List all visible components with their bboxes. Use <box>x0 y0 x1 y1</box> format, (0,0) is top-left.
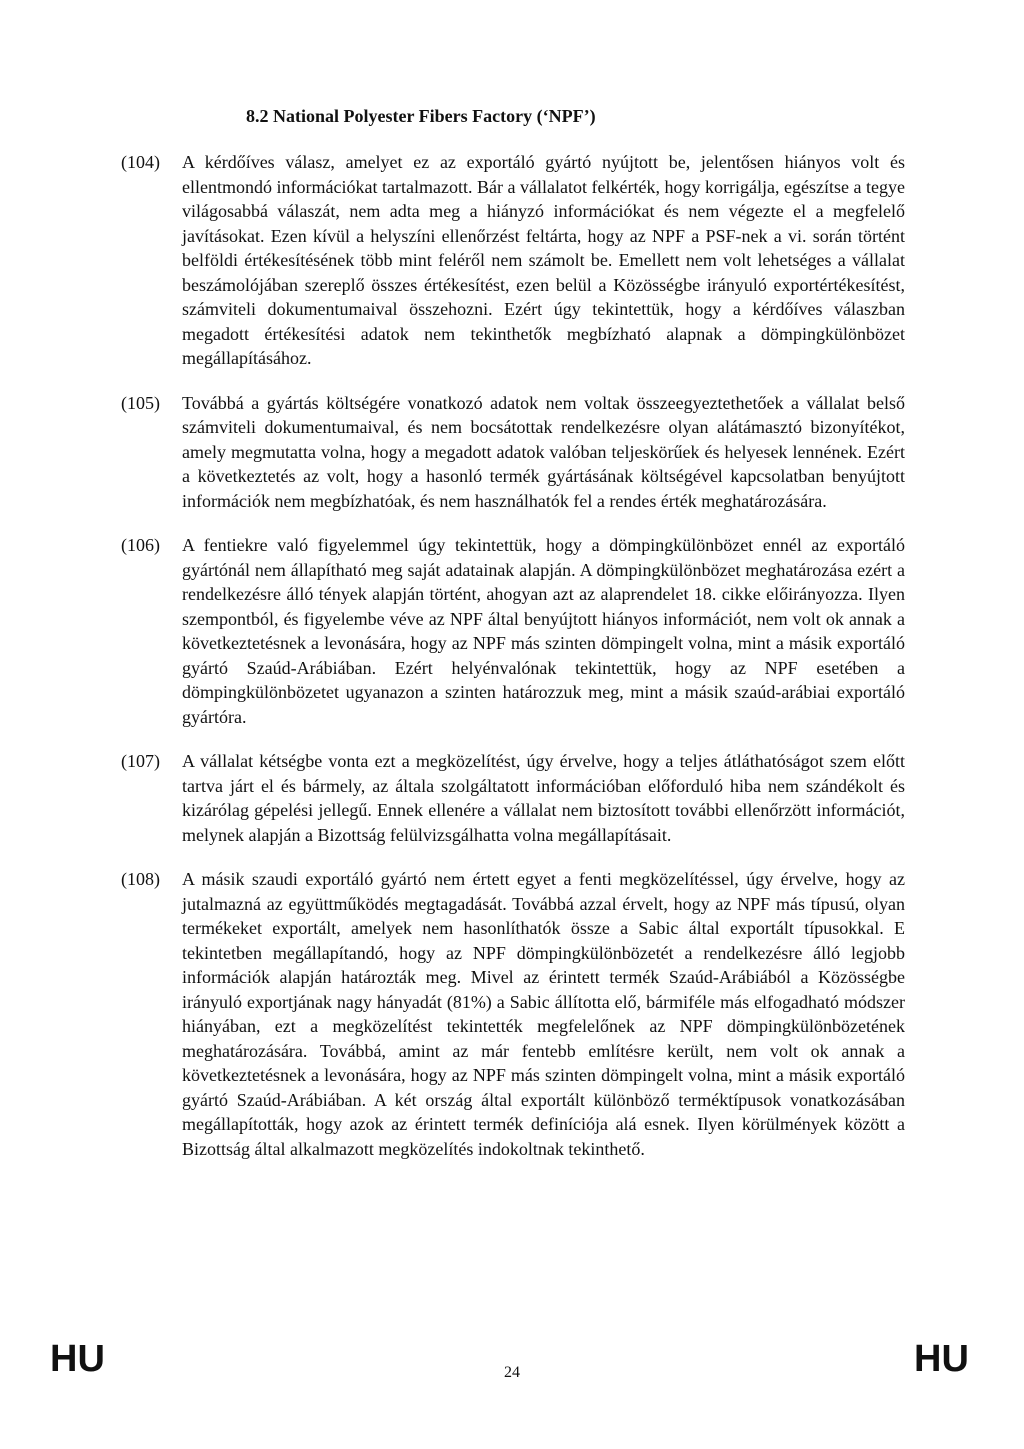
paragraph-number: (105) <box>121 392 160 413</box>
paragraph-108 <box>121 867 905 1161</box>
paragraph-105 <box>121 391 905 514</box>
paragraph-text: A másik szaudi exportáló gyártó nem értett egyet a fenti megközelítéssel, úgy érvelve, hogy az jutalmazná az együttműködés megtagadását. Továbbá azzal érvelt, hogy az NPF más típusú, olyan termékeket exportált, amelyek nem hasonlíthatók össze a Sabic által exportált típusokkal. E tekintetben megállapítandó, hogy az NPF dömpingkülönbözetét a rendelkezésre álló legjobb információk alapján határozták meg. Mivel az érintett termék Szaúd-Arábiából a Közösségbe irányuló exportjának nagy hányadát (81%) a Sabic állította elő, bármiféle más elfogadható módszer hiányában, ezt a megközelítést tekintették megfelelőnek az NPF dömpingkülönbözetének meghatározására. Továbbá, amint az már fentebb említésre került, nem volt ok annak a következtetésnek a levonására, hogy az NPF más szinten dömpingelt volna, mint a másik exportáló gyártó Szaúd-Arábiában. A két ország által exportált különböző terméktípusok vonatkozásában megállapították, hogy azok az érintett termék definíciója alá esnek. Ilyen körülmények között a Bizottság által alkalmazott megközelítés indokoltnak tekinthető. <box>182 869 905 1159</box>
paragraph-text: A fentiekre való figyelemmel úgy tekintettük, hogy a dömpingkülönbözet ennél az exportáló gyártónál nem állapítható meg saját adatainak alapján. A dömpingkülönbözet meghatározása ezért a rendelkezésre álló tények alapján történt, ahogyan azt az alaprendelet 18. cikke előirányozza. Ilyen szempontból, és figyelembe véve az NPF által benyújtott hiányos információt, nem volt ok annak a következtetésnek a levonására, hogy az NPF más szinten dömpingelt volna, mint a másik exportáló gyártó Szaúd-Arábiában. Ezért helyénvalónak tekintettük, hogy az NPF esetében a dömpingkülönbözetet ugyanazon a szinten határozzuk meg, mint a másik szaúd-arábiai exportáló gyártóra. <box>182 535 905 727</box>
paragraph-104 <box>121 150 905 371</box>
paragraph-text: A kérdőíves válasz, amelyet ez az exportáló gyártó nyújtott be, jelentősen hiányos volt és ellentmondó információkat tartalmazott. Bár a vállalatot felkérték, hogy korrigálja, egészítse a tegye világosabbá válaszát, nem adta meg a hiányzó információkat és nem végezte el a megfelelő javításokat. Ezen kívül a helyszíni ellenőrzést feltárta, hogy az NPF a PSF-nek a vi. során történt belföldi értékesítésének több mint feléről nem számolt be. Emellett nem volt lehetséges a vállalat beszámolójában szereplő összes értékesítést, ezen belül a Közösségbe irányuló exportértékesítést, számviteli dokumentumaival összehozni. Ezért úgy tekintettük, hogy a kérdőíves válaszban megadott értékesítési adatok nem tekinthetők megbízható alapnak a dömpingkülönbözet megállapításához. <box>182 152 905 368</box>
paragraph-number: (104) <box>121 152 160 172</box>
paragraph-list <box>121 150 905 1181</box>
paragraph-text: Továbbá a gyártás költségére vonatkozó adatok nem voltak összeegyeztethetőek a vállalat belső számviteli dokumentumaival, és nem bocsátottak rendelkezésre olyan alátámasztó bizonyítékot, amely megmutatta volna, hogy a megadott adatok valóban teljeskörűek és helyesek lennének. Ezért a következtetés az volt, hogy a hasonló termék gyártásának költségével kapcsolatban benyújtott információk nem megbízhatóak, és nem használhatók fel a rendes érték meghatározására. <box>182 392 905 511</box>
section-title: 8.2 National Polyester Fibers Factory (‘NPF’) <box>246 106 596 126</box>
footer-language-right: HU <box>914 1338 969 1380</box>
paragraph-number: (106) <box>121 535 160 555</box>
paragraph-107 <box>121 749 905 847</box>
paragraph-text: A vállalat kétségbe vonta ezt a megközelítést, úgy érvelve, hogy a teljes átláthatóságot szem előtt tartva járt el és bármely, az általa szolgáltatott információban előforduló hiba nem szándékolt és kizárólag gépelési jellegű. Ennek ellenére a vállalat nem biztosított további ellenőrzött információt, melynek alapján a Bizottság felülvizsgálhatta volna megállapításait. <box>182 751 905 845</box>
footer-language-left: HU <box>50 1338 105 1380</box>
paragraph-number: (107) <box>121 751 160 771</box>
paragraph-number: (108) <box>121 869 160 889</box>
paragraph-106 <box>121 533 905 729</box>
page-number: 24 <box>504 1364 520 1381</box>
